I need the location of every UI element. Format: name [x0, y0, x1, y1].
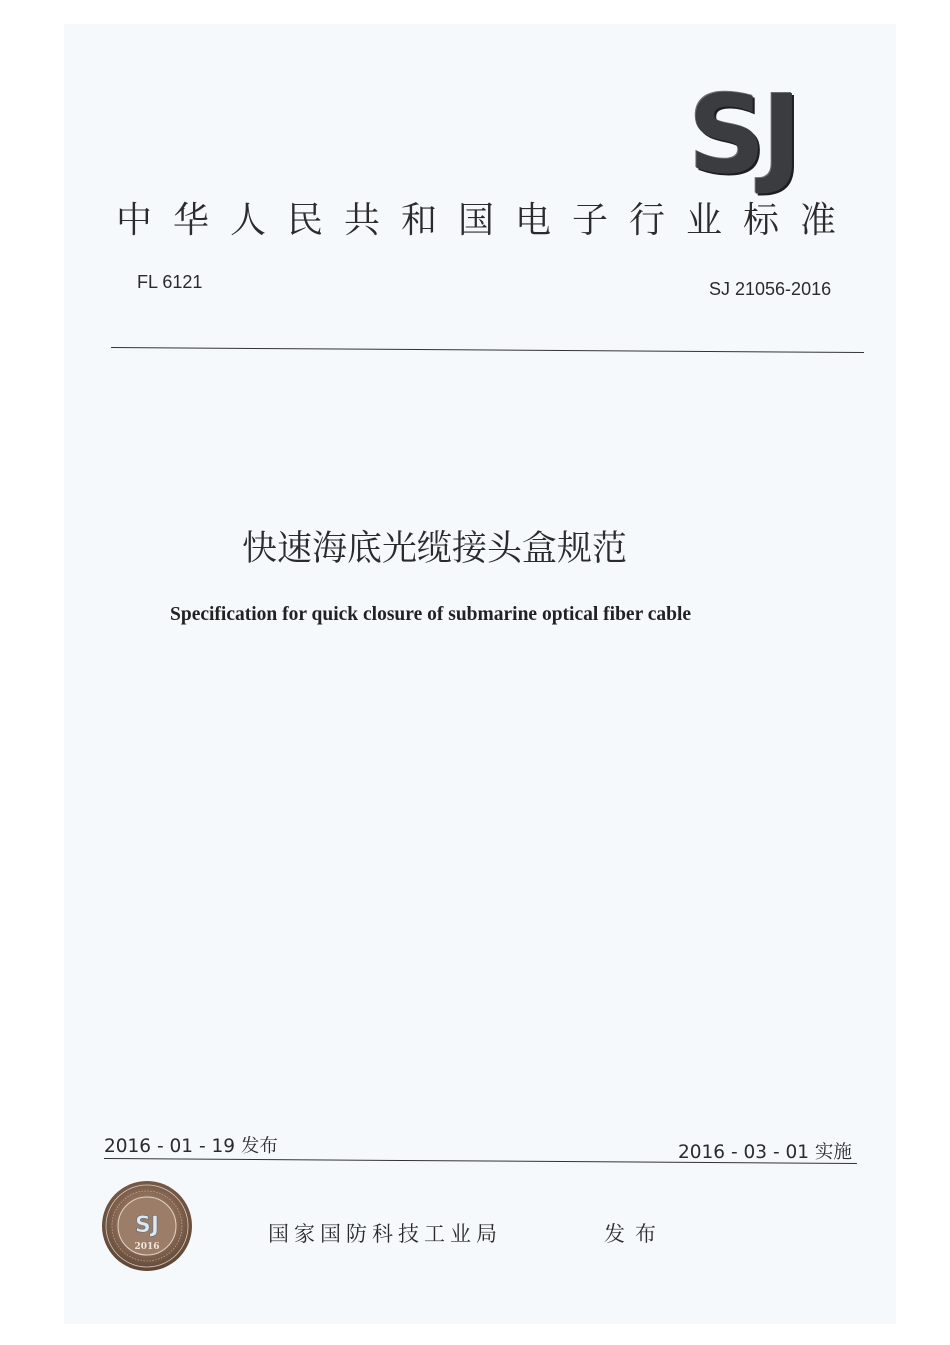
publish-label: 发布: [604, 1222, 666, 1246]
document-title-chinese: 快速海底光缆接头盒规范: [242, 529, 628, 569]
implementation-date: 2016 - 03 - 01 实施: [678, 1142, 852, 1163]
issue-date: 2016 - 01 - 19 发布: [104, 1136, 278, 1157]
official-seal-icon: [101, 1180, 193, 1272]
org-title: 中华人民共和国电子行业标准: [116, 200, 858, 241]
publisher-name: 国家国防科技工业局: [268, 1222, 502, 1246]
seal-year: 2016: [134, 1242, 160, 1252]
standard-number: SJ 21056-2016: [709, 279, 832, 299]
document-title-english: Specification for quick closure of submarine optical fiber cable: [170, 604, 692, 625]
sj-logo: SJ: [688, 73, 798, 198]
fl-classification-code: FL 6121: [137, 272, 203, 292]
seal-logo-text: SJ: [134, 1213, 160, 1238]
